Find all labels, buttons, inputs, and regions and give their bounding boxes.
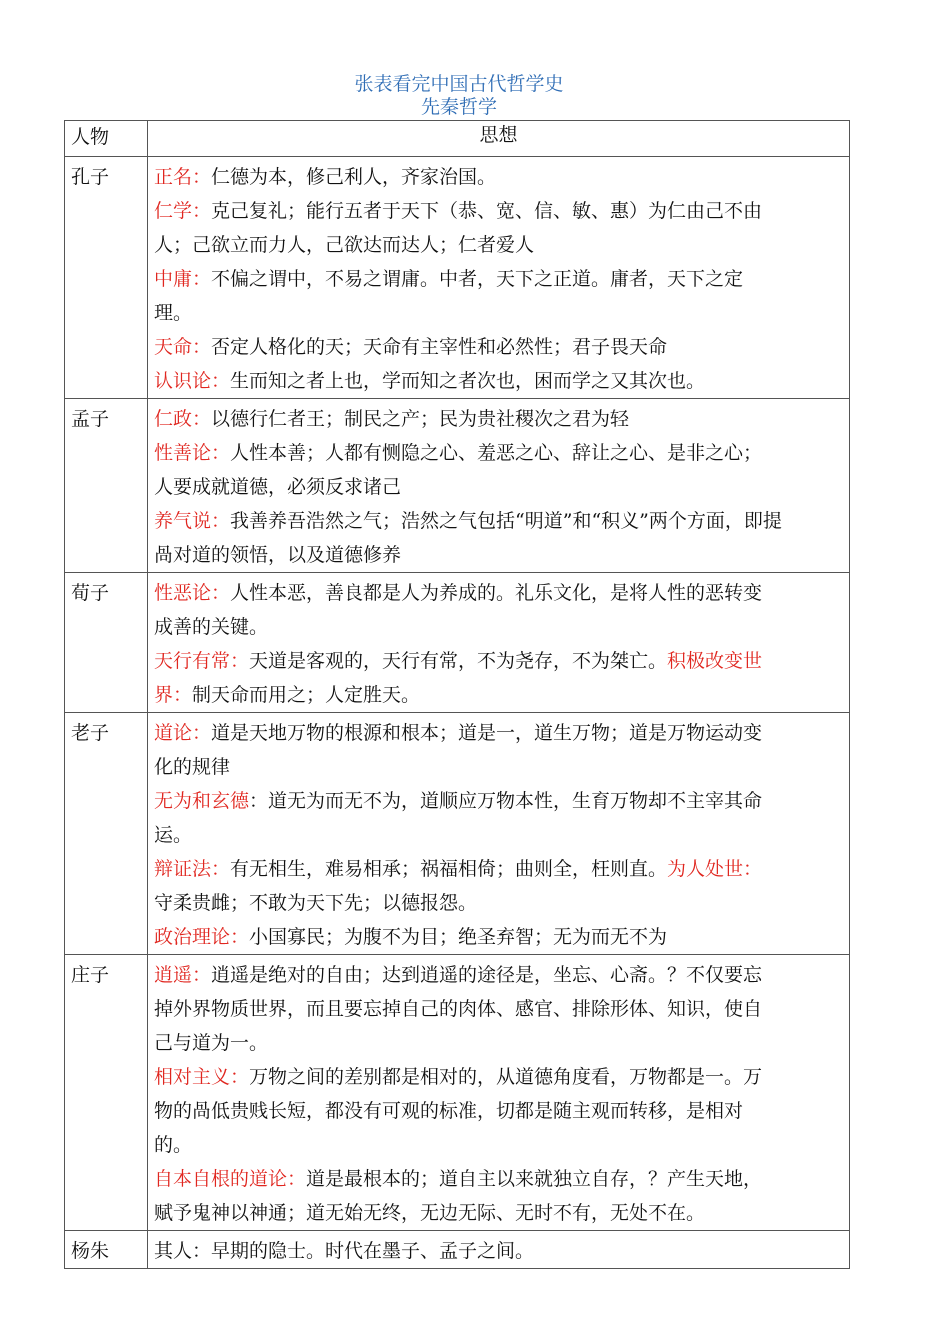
concept-text: 咼对道的领悟，以及道德修养: [154, 544, 402, 566]
concept-text: 我善养吾浩然之气；浩然之气包括“明道”和“积义”两个方面，即提: [230, 510, 782, 532]
concept-text: 道是天地万物的根源和根本；道是一，道生万物；道是万物运动变: [211, 722, 763, 744]
thought-line: [154, 194, 845, 228]
table-row: [65, 573, 850, 713]
document-subtitle: 先秦哲学: [420, 96, 497, 118]
concept-keyword: 认识论：: [154, 370, 231, 392]
concept-text: 天道是客观的，天行有常，不为尧存，不为桀亡。: [249, 650, 668, 672]
concept-keyword: 政治理论：: [154, 926, 250, 948]
concept-keyword: 逍遥：: [154, 964, 212, 986]
header-thought: 思想: [148, 121, 850, 157]
thought-line: [154, 784, 845, 818]
concept-text: 小国寡民；为腹不为目；绝圣弃智；无为而无不为: [249, 926, 668, 948]
thought-line: [154, 818, 845, 852]
concept-text: 克己复礼；能行五者于天下（恭、宽、信、敏、惠）为仁由己不由: [211, 200, 763, 222]
philosopher-name: 孔子: [65, 157, 148, 399]
thought-line: [154, 1196, 845, 1230]
concept-keyword: 中庸：: [154, 268, 212, 290]
concept-text: 掉外界物质世界，而且要忘掉自己的肉体、感官、排除形体、知识，使自: [154, 998, 763, 1020]
thought-line: [154, 992, 845, 1026]
concept-keyword: 天命：: [154, 336, 212, 358]
thought-line: [154, 160, 845, 194]
document-title: 张表看完中国古代哲学史: [354, 73, 564, 95]
philosopher-name: 老子: [65, 713, 148, 955]
concept-keyword: 相对主义：: [154, 1066, 250, 1088]
concept-text: 逍遥是绝对的自由；达到逍遥的途径是，坐忘、心斋。？不仅要忘: [211, 964, 763, 986]
concept-text: 人性本恶，善良都是人为养成的。礼乐文化，是将人性的恶转变: [230, 582, 763, 604]
thought-line: [154, 610, 845, 644]
thought-line: [154, 678, 845, 712]
table-row: [65, 157, 850, 399]
thought-line: [154, 1026, 845, 1060]
concept-keyword: 养气说：: [154, 510, 231, 532]
philosopher-name: 孟子: [65, 399, 148, 573]
thought-line: [154, 886, 845, 920]
concept-keyword: 为人处世：: [667, 858, 763, 880]
concept-text: 有无相生，难易相承；祸福相倚；曲则全，枉则直。: [230, 858, 668, 880]
thought-line: [154, 920, 845, 954]
philosophy-table: [64, 120, 850, 1269]
concept-text: 人性本善；人都有恻隐之心、羞恶之心、辞让之心、是非之心；: [230, 442, 763, 464]
thought-cell: [148, 399, 850, 573]
concept-keyword: 辩证法：: [154, 858, 231, 880]
concept-keyword: 仁政：: [154, 408, 212, 430]
concept-text: 人要成就道德，必须反求诸己: [154, 476, 402, 498]
thought-line: [154, 1128, 845, 1162]
concept-keyword: 界：: [154, 684, 193, 706]
concept-text: 物的咼低贵贱长短，都没有可观的标准，切都是随主观而转移，是相对: [154, 1100, 744, 1122]
concept-text: 人；己欲立而力人，己欲达而达人；仁者爱人: [154, 234, 535, 256]
thought-line: [154, 1162, 845, 1196]
concept-keyword: 正名：: [154, 166, 212, 188]
concept-text: 道是最根本的；道自主以来就独立自存，？产生天地，: [306, 1168, 763, 1190]
header-person: 人物: [65, 121, 148, 157]
concept-keyword: 仁学：: [154, 200, 212, 222]
table-body: [65, 121, 850, 1269]
thought-line: [154, 228, 845, 262]
concept-text: 生而知之者上也，学而知之者次也，困而学之又其次也。: [230, 370, 706, 392]
thought-line: [154, 504, 845, 538]
thought-line: [154, 644, 845, 678]
concept-text: 制天命而用之；人定胜天。: [192, 684, 421, 706]
thought-line: [154, 750, 845, 784]
thought-line: [154, 262, 845, 296]
table-header-row: [65, 121, 850, 157]
concept-keyword: 性恶论：: [154, 582, 231, 604]
concept-text: 己与道为一。: [154, 1032, 269, 1054]
philosopher-name: 荀子: [65, 573, 148, 713]
thought-line: [154, 296, 845, 330]
concept-text: 赋予鬼神以神通；道无始无终，无边无际、无时不有，无处不在。: [154, 1202, 706, 1224]
concept-text: 仁德为本，修己利人，齐家治国。: [211, 166, 497, 188]
thought-line: [154, 852, 845, 886]
concept-text: 不偏之谓中，不易之谓庸。中者，天下之正道。庸者，天下之定: [211, 268, 744, 290]
thought-line: [154, 576, 845, 610]
concept-keyword: 自本自根的道论：: [154, 1168, 307, 1190]
concept-text: 以德行仁者王；制民之产；民为贵社稷次之君为轻: [211, 408, 630, 430]
thought-line: [154, 1094, 845, 1128]
thought-line: [154, 402, 845, 436]
thought-cell: [148, 713, 850, 955]
concept-text: 运。: [154, 824, 193, 846]
thought-cell: [148, 1231, 850, 1269]
table-row: [65, 399, 850, 573]
concept-text: 其人：早期的隐士。时代在墨子、孟子之间。: [154, 1240, 535, 1262]
concept-text: 理。: [154, 302, 193, 324]
thought-cell: [148, 157, 850, 399]
concept-text: ：道无为而无不为，道顺应万物本性，生育万物却不主宰其命: [249, 790, 763, 812]
concept-text: 的。: [154, 1134, 193, 1156]
thought-line: [154, 470, 845, 504]
thought-line: [154, 364, 845, 398]
table-row: [65, 713, 850, 955]
thought-line: [154, 716, 845, 750]
thought-cell: [148, 573, 850, 713]
thought-line: [154, 436, 845, 470]
concept-keyword: 天行有常：: [154, 650, 250, 672]
thought-line: [154, 538, 845, 572]
thought-line: [154, 958, 845, 992]
concept-text: 万物之间的差别都是相对的，从道德角度看，万物都是一。万: [249, 1066, 763, 1088]
concept-text: 否定人格化的天；天命有主宰性和必然性；君子畏天命: [211, 336, 668, 358]
table-row: [65, 1231, 850, 1269]
thought-line: [154, 1060, 845, 1094]
concept-keyword: 积极改变世: [667, 650, 763, 672]
thought-line: [154, 1234, 845, 1268]
concept-keyword: 道论：: [154, 722, 212, 744]
concept-text: 化的规律: [154, 756, 231, 778]
concept-keyword: 性善论：: [154, 442, 231, 464]
concept-text: 成善的关键。: [154, 616, 269, 638]
philosopher-name: 杨朱: [65, 1231, 148, 1269]
concept-keyword: 无为和玄德: [154, 790, 250, 812]
thought-line: [154, 330, 845, 364]
table-row: [65, 955, 850, 1231]
concept-text: 守柔贵雌；不敢为天下先；以德报怨。: [154, 892, 478, 914]
thought-cell: [148, 955, 850, 1231]
philosopher-name: 庄子: [65, 955, 148, 1231]
